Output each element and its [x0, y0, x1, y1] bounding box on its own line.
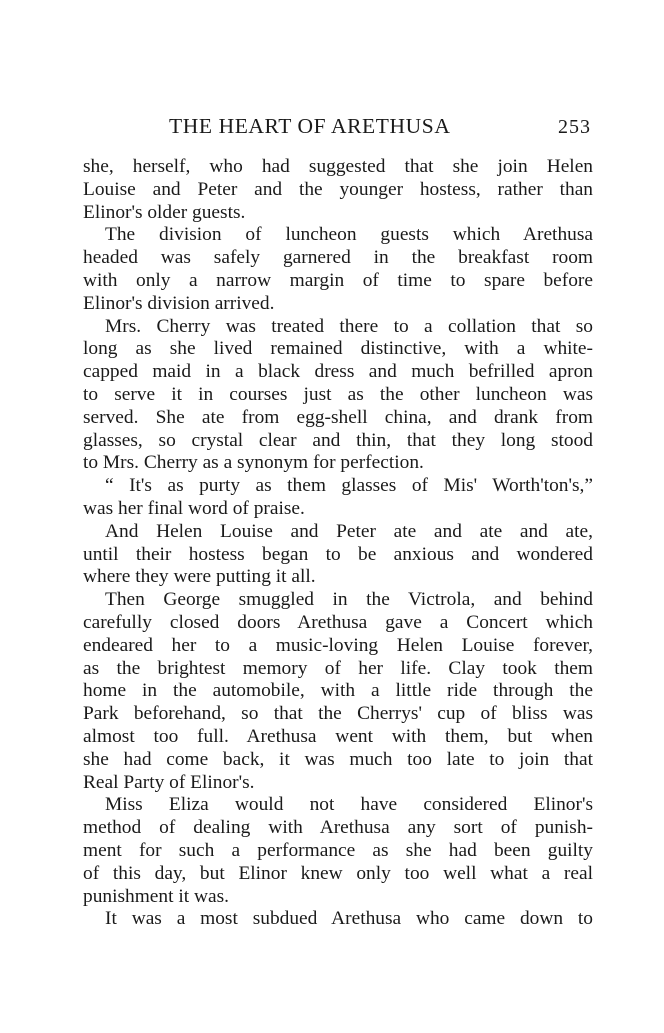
text-line: she, herself, who had suggested that she join Helen [83, 156, 593, 177]
text-line: served. She ate from egg-shell china, and drank from [83, 406, 593, 428]
page-header [83, 114, 593, 142]
text-line: Elinor's division arrived. [83, 292, 275, 314]
text-line: The division of luncheon guests which Arethusa [105, 224, 593, 246]
text-line: Real Party of Elinor's. [83, 771, 255, 793]
text-line: long as she lived remained distinctive, with a white- [83, 338, 593, 360]
text-line: It was a most subdued Arethusa who came down to [105, 908, 593, 930]
text-line: until their hostess began to be anxious and wondered [83, 543, 593, 565]
text-line: “ It's as purty as them glasses of Mis' Worth'ton's,” [105, 475, 593, 497]
text-line: was her final word of praise. [83, 497, 305, 519]
text-line: Miss Eliza would not have considered Elinor's [105, 794, 593, 816]
text-line: Park beforehand, so that the Cherrys' cup of bliss was [83, 703, 593, 725]
text-line: to Mrs. Cherry as a synonym for perfection. [83, 452, 424, 474]
text-line: carefully closed doors Arethusa gave a Concert which [83, 611, 593, 633]
text-line: Mrs. Cherry was treated there to a collation that so [105, 315, 593, 337]
text-line: Then George smuggled in the Victrola, and behind [105, 589, 593, 611]
text-line: of this day, but Elinor knew only too well what a real [83, 862, 593, 884]
text-line: home in the automobile, with a little ride through the [83, 680, 593, 702]
page-number: 253 [558, 116, 591, 138]
text-line: Elinor's older guests. [83, 201, 246, 223]
text-line: headed was safely garnered in the breakfast room [83, 247, 593, 269]
text-line: glasses, so crystal clear and thin, that they long stood [83, 429, 593, 451]
text-line: with only a narrow margin of time to spare before [83, 269, 593, 291]
text-line: method of dealing with Arethusa any sort of punish- [83, 817, 593, 839]
text-line: punishment it was. [83, 885, 229, 907]
running-title: THE HEART OF ARETHUSA [169, 114, 451, 138]
text-line: endeared her to a music-loving Helen Louise forever, [83, 634, 593, 656]
text-line: And Helen Louise and Peter ate and ate and ate, [105, 520, 593, 542]
text-line: Louise and Peter and the younger hostess, rather than [83, 178, 593, 200]
text-line: as the brightest memory of her life. Clay took them [83, 657, 593, 679]
text-line: where they were putting it all. [83, 566, 316, 588]
text-line: she had come back, it was much too late to join that [83, 748, 593, 770]
text-line: to serve it in courses just as the other luncheon was [83, 383, 593, 405]
text-line: capped maid in a black dress and much befrilled apron [83, 361, 593, 383]
text-line: almost too full. Arethusa went with them, but when [83, 725, 593, 747]
text-line: ment for such a performance as she had been guilty [83, 839, 593, 861]
body-text [83, 156, 593, 931]
